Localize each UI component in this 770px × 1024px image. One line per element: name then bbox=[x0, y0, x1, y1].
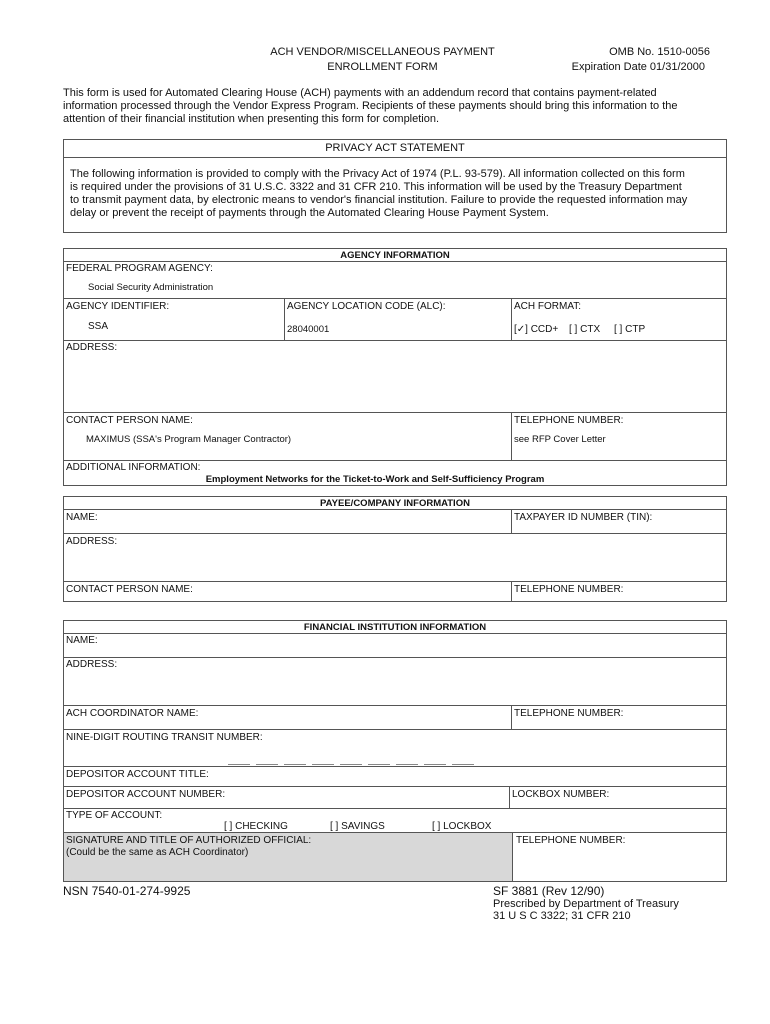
routing-digit-9[interactable] bbox=[452, 764, 474, 765]
fi-telephone-label: TELEPHONE NUMBER: bbox=[514, 708, 624, 719]
account-type-lockbox[interactable]: [ ] LOCKBOX bbox=[432, 821, 492, 832]
form-title-line1: ACH VENDOR/MISCELLANEOUS PAYMENT bbox=[270, 46, 495, 58]
agency-identifier-label: AGENCY IDENTIFIER: bbox=[66, 301, 170, 312]
privacy-line4: delay or prevent the receipt of payments through the Automated Clearing House Payment System. bbox=[70, 207, 549, 219]
account-type-label: TYPE OF ACCOUNT: bbox=[66, 810, 163, 821]
intro-line3: attention of their financial institution when presenting this form for completion. bbox=[63, 113, 440, 125]
federal-program-agency-label: FEDERAL PROGRAM AGENCY: bbox=[66, 263, 213, 274]
payee-address-label: ADDRESS: bbox=[66, 536, 118, 547]
payee-name-label: NAME: bbox=[66, 512, 98, 523]
signature-label: SIGNATURE AND TITLE OF AUTHORIZED OFFICIAL: bbox=[66, 835, 312, 846]
payee-contact-label: CONTACT PERSON NAME: bbox=[66, 584, 193, 595]
privacy-line2: is required under the provisions of 31 U.S.C. 3322 and 31 CFR 210. This information will be used by the Treasury Department bbox=[70, 181, 682, 193]
form-title-line2: ENROLLMENT FORM bbox=[327, 61, 438, 73]
additional-info-value[interactable]: Employment Networks for the Ticket-to-Work and Self-Sufficiency Program bbox=[205, 474, 545, 485]
agency-section-title: AGENCY INFORMATION bbox=[340, 250, 450, 261]
account-type-checking[interactable]: [ ] CHECKING bbox=[224, 821, 288, 832]
omb-number: OMB No. 1510-0056 bbox=[609, 46, 710, 58]
routing-digit-7[interactable] bbox=[396, 764, 418, 765]
payee-tin-label: TAXPAYER ID NUMBER (TIN): bbox=[514, 512, 653, 523]
intro-line1: This form is used for Automated Clearing House (ACH) payments with an addendum record that contains payment-related bbox=[63, 87, 657, 99]
ach-format-ctp-checkbox[interactable]: [ ] CTP bbox=[614, 324, 646, 335]
privacy-line3: to transmit payment data, by electronic means to vendor's financial institution. Failure to provide the requested information may bbox=[70, 194, 688, 206]
account-type-savings[interactable]: [ ] SAVINGS bbox=[330, 821, 385, 832]
payee-telephone-label: TELEPHONE NUMBER: bbox=[514, 584, 624, 595]
additional-info-label: ADDITIONAL INFORMATION: bbox=[66, 462, 201, 473]
routing-digit-6[interactable] bbox=[368, 764, 390, 765]
routing-digit-1[interactable] bbox=[228, 764, 250, 765]
federal-program-agency-value[interactable]: Social Security Administration bbox=[88, 282, 214, 293]
agency-contact-value[interactable]: MAXIMUS (SSA's Program Manager Contractor) bbox=[86, 434, 292, 445]
lockbox-number-label: LOCKBOX NUMBER: bbox=[512, 789, 610, 800]
fi-address-label: ADDRESS: bbox=[66, 659, 118, 670]
agency-contact-label: CONTACT PERSON NAME: bbox=[66, 415, 193, 426]
expiration-date: Expiration Date 01/31/2000 bbox=[571, 61, 705, 73]
ach-format-ccd-checkbox[interactable]: [✓] CCD+ bbox=[514, 324, 559, 335]
fi-coordinator-label: ACH COORDINATOR NAME: bbox=[66, 708, 199, 719]
fi-name-label: NAME: bbox=[66, 635, 98, 646]
routing-digit-4[interactable] bbox=[312, 764, 334, 765]
privacy-divider bbox=[63, 157, 727, 158]
payee-section-title: PAYEE/COMPANY INFORMATION bbox=[320, 498, 470, 509]
nsn-number: NSN 7540-01-274-9925 bbox=[63, 884, 191, 898]
depositor-title-label: DEPOSITOR ACCOUNT TITLE: bbox=[66, 769, 209, 780]
prescribed-by: Prescribed by Department of Treasury bbox=[493, 898, 679, 910]
financial-section-title: FINANCIAL INSTITUTION INFORMATION bbox=[303, 622, 487, 633]
agency-address-label: ADDRESS: bbox=[66, 342, 118, 353]
alc-label: AGENCY LOCATION CODE (ALC): bbox=[287, 301, 446, 312]
legal-citation: 31 U S C 3322; 31 CFR 210 bbox=[493, 910, 631, 922]
depositor-number-label: DEPOSITOR ACCOUNT NUMBER: bbox=[66, 789, 226, 800]
routing-number-label: NINE-DIGIT ROUTING TRANSIT NUMBER: bbox=[66, 732, 263, 743]
ach-format-ctx-checkbox[interactable]: [ ] CTX bbox=[569, 324, 601, 335]
routing-digit-2[interactable] bbox=[256, 764, 278, 765]
routing-digit-8[interactable] bbox=[424, 764, 446, 765]
intro-line2: information processed through the Vendor Express Program. Recipients of these payments should bring this information to the bbox=[63, 100, 678, 112]
ach-format-label: ACH FORMAT: bbox=[514, 301, 582, 312]
agency-telephone-value[interactable]: see RFP Cover Letter bbox=[514, 434, 606, 445]
privacy-act-title: PRIVACY ACT STATEMENT bbox=[325, 142, 465, 154]
routing-digit-3[interactable] bbox=[284, 764, 306, 765]
alc-value[interactable]: 28040001 bbox=[287, 324, 330, 335]
privacy-line1: The following information is provided to comply with the Privacy Act of 1974 (P.L. 93-579). All information collected on this form bbox=[70, 168, 685, 180]
routing-digit-5[interactable] bbox=[340, 764, 362, 765]
agency-identifier-value[interactable]: SSA bbox=[88, 321, 109, 332]
signature-sublabel: (Could be the same as ACH Coordinator) bbox=[66, 847, 249, 858]
agency-telephone-label: TELEPHONE NUMBER: bbox=[514, 415, 624, 426]
sf-form-number: SF 3881 (Rev 12/90) bbox=[493, 884, 605, 898]
signature-telephone-label: TELEPHONE NUMBER: bbox=[516, 835, 626, 846]
